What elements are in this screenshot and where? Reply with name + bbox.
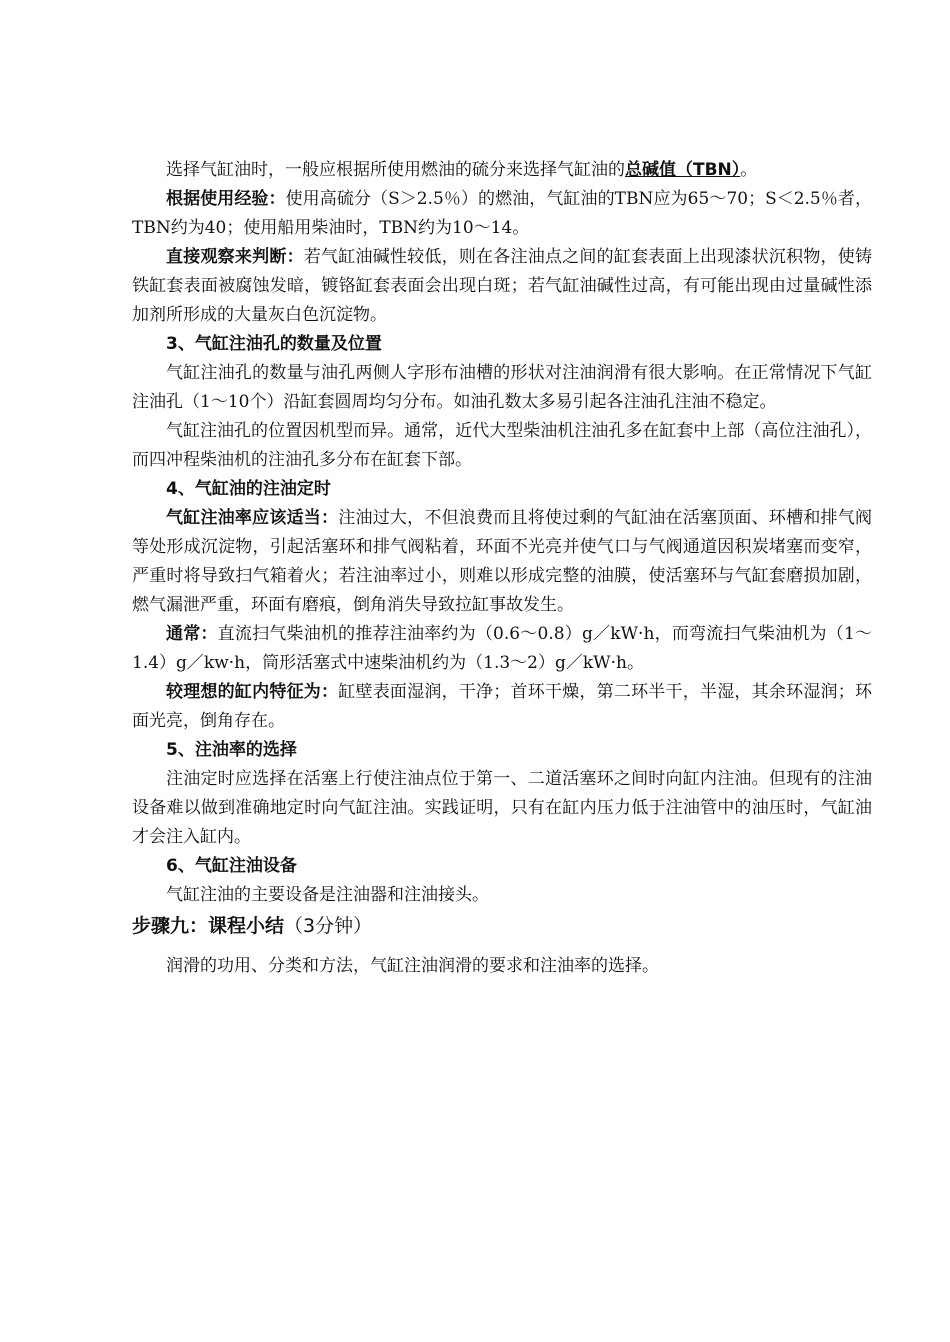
lead-in: 通常： — [166, 624, 218, 644]
lead-in: 根据使用经验： — [166, 189, 286, 209]
document-body — [132, 156, 872, 981]
paragraph-feed-rate — [132, 504, 872, 620]
paragraph-hole-count: 气缸注油孔的数量与油孔两侧人字形布油槽的形状对注油润滑有很大影响。在正常情况下气缸注油孔（1～10个）沿缸套圆周均匀分布。如油孔数太多易引起各注油孔注油不稳定。 — [132, 363, 872, 412]
tbn-term: 总碱值（TBN） — [625, 160, 741, 180]
text: 使用高硫分（S＞2.5％）的燃油，气缸油的TBN应为65～70；S＜2.5％者，TBN约为40；使用船用柴油时，TBN约为10～14。 — [132, 189, 873, 238]
lead-in: 直接观察来判断： — [166, 247, 304, 267]
paragraph-hole-position: 气缸注油孔的位置因机型而异。通常，近代大型柴油机注油孔多在缸套中上部（高位注油孔），而四冲程柴油机的注油孔多分布在缸套下部。 — [132, 421, 872, 470]
section-heading-4: 4、气缸油的注油定时 — [166, 479, 331, 499]
paragraph-equipment: 气缸注油的主要设备是注油器和注油接头。 — [166, 885, 489, 905]
paragraph-ideal-features — [132, 678, 872, 736]
text: 若气缸油碱性较低，则在各注油点之间的缸套表面上出现漆状沉积物，使铸铁缸套表面被腐蚀发暗，镀铬缸套表面会出现白斑；若气缸油碱性过高，有可能出现由过量碱性添加剂所形成的大量灰白色沉淀物。 — [132, 247, 873, 325]
text: 选择气缸油时，一般应根据所使用燃油的硫分来选择气缸油的 — [166, 160, 625, 180]
text: 缸壁表面湿润，干净；首环干燥，第二环半干，半湿，其余环湿润；环面光亮，倒角存在。 — [132, 682, 872, 731]
step-heading — [132, 910, 872, 942]
step-duration: （3分钟） — [284, 915, 373, 937]
text: 直流扫气柴油机的推荐注油率约为（0.6～0.8）g／kW·h，而弯流扫气柴油机为（1～1.4）g／kw·h，筒形活塞式中速柴油机约为（1.3～2）g／kW·h。 — [132, 624, 872, 673]
paragraph-observation — [132, 243, 872, 330]
section-heading-5: 5、注油率的选择 — [166, 740, 297, 760]
paragraph-typical-rate — [132, 620, 872, 678]
section-heading-3: 3、气缸注油孔的数量及位置 — [166, 334, 382, 354]
lead-in: 气缸注油率应该适当： — [166, 508, 339, 528]
paragraph-summary: 润滑的功用、分类和方法，气缸注油润滑的要求和注油率的选择。 — [166, 956, 659, 976]
paragraph-tbn — [132, 156, 872, 185]
lead-in: 较理想的缸内特征为： — [166, 682, 339, 702]
paragraph-timing: 注油定时应选择在活塞上行使注油点位于第一、二道活塞环之间时向缸内注油。但现有的注油设备难以做到准确地定时向气缸注油。实践证明，只有在缸内压力低于注油管中的油压时，气缸油才会注入缸内。 — [132, 769, 872, 847]
paragraph-experience — [132, 185, 872, 243]
step-title: 步骤九：课程小结 — [132, 915, 285, 937]
section-heading-6: 6、气缸注油设备 — [166, 856, 297, 876]
text: 注油过大，不但浪费而且将使过剩的气缸油在活塞顶面、环槽和排气阀等处形成沉淀物，引起活塞环和排气阀粘着，环面不光亮并使气口与气阀通道因积炭堵塞而变窄，严重时将导致扫气箱着火；若注油率过小，则难以形成完整的油膜，使活塞环与气缸套磨损加剧，燃气漏泄严重，环面有磨痕，倒角消失导致拉缸事故发生。 — [132, 508, 872, 615]
text: 。 — [740, 160, 758, 180]
